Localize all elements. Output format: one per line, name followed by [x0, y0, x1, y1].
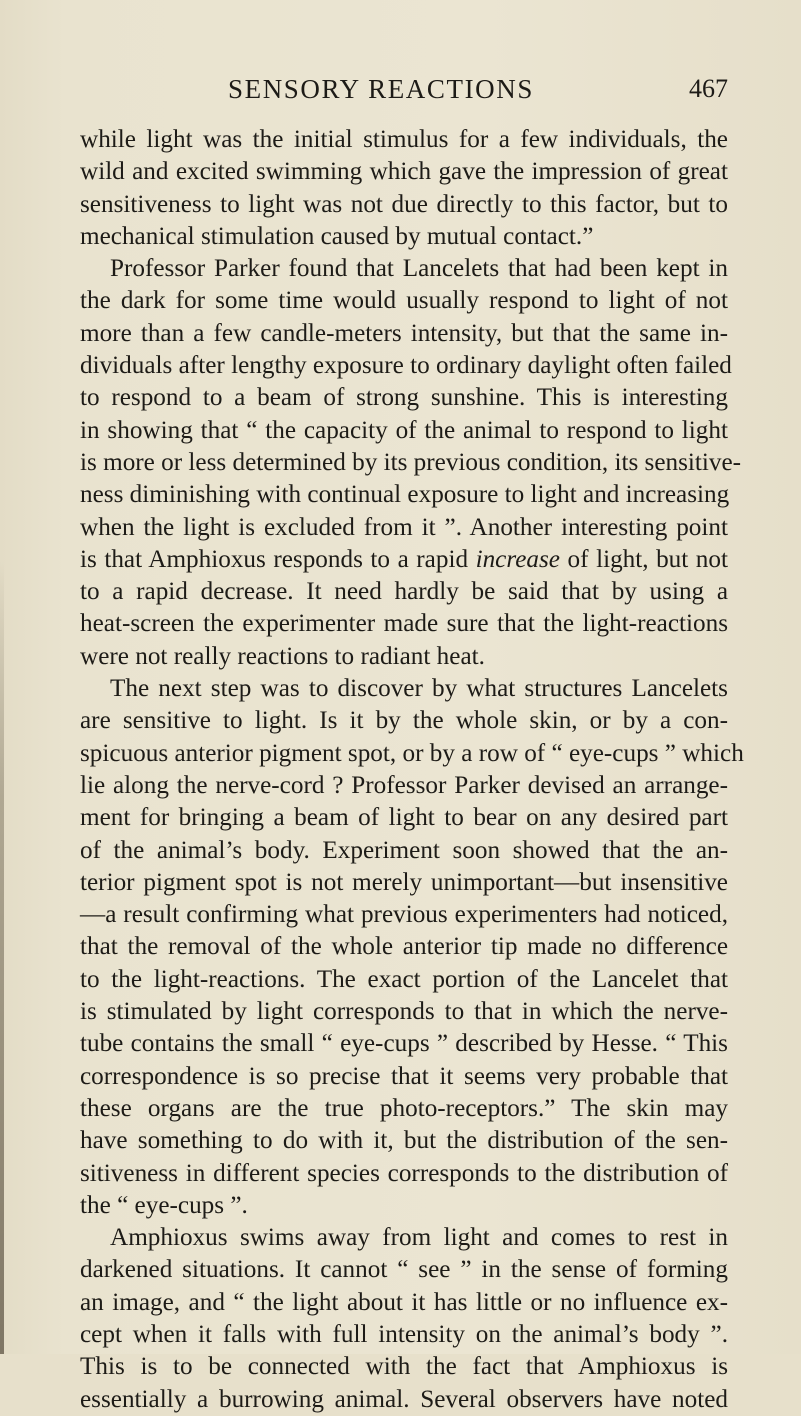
text-line: sitiveness in different species corresponds to the distribution of: [80, 1159, 728, 1187]
text-line: [80, 544, 728, 576]
text-line: the dark for some time would usually respond to light of not: [80, 287, 728, 315]
text-line: essentially a burrowing animal. Several observers have noted: [80, 1385, 728, 1413]
paragraph-start-line: The next step was to discover by what structures Lancelets: [110, 675, 728, 703]
text-line: —a result confirming what previous experimenters had noticed,: [80, 901, 728, 929]
text-line: is more or less determined by its previous condition, its sensitive-: [80, 448, 742, 476]
text-line: were not really reactions to radiant heat.: [80, 642, 485, 670]
page-edge-shadow: [0, 560, 4, 1354]
text-line: heat-screen the experimenter made sure that the light-reactions: [80, 610, 728, 638]
text-line: that the removal of the whole anterior tip made no difference: [80, 933, 728, 961]
text-line: ness diminishing with continual exposure to light and increasing: [80, 481, 730, 509]
text-line: while light was the initial stimulus for a few individuals, the: [80, 126, 728, 153]
text-segment: is that Amphioxus responds to a rapid: [80, 545, 469, 573]
paragraph-start-line: Amphioxus swims away from light and comes to rest in: [110, 1224, 728, 1252]
text-line: is stimulated by light corresponds to that in which the nerve-: [80, 998, 728, 1026]
page-number: 467: [689, 74, 728, 103]
text-line: dividuals after lengthy exposure to ordinary daylight often failed: [80, 352, 732, 380]
page-header: [80, 74, 728, 114]
body-text: [80, 124, 744, 1416]
text-line: wild and excited swimming which gave the impression of great: [80, 158, 728, 186]
text-line: darkened situations. It cannot “ see ” in the sense of forming: [80, 1256, 728, 1284]
text-segment: of light, but not: [567, 545, 728, 573]
text-line: mechanical stimulation caused by mutual contact.”: [80, 222, 594, 250]
text-line: lie along the nerve-cord ? Professor Parker devised an arrange-: [80, 771, 728, 799]
text-line: spicuous anterior pigment spot, or by a row of “ eye-cups ” which: [80, 739, 744, 767]
text-line: the “ eye-cups ”.: [80, 1191, 248, 1219]
text-line: of the animal’s body. Experiment soon showed that the an-: [80, 836, 728, 864]
running-head: SENSORY REACTIONS: [228, 74, 534, 104]
text-line: more than a few candle-meters intensity, but that the same in-: [80, 319, 728, 347]
text-line: are sensitive to light. Is it by the whole skin, or by a con-: [80, 707, 728, 735]
text-line: terior pigment spot is not merely unimportant—but insensitive: [80, 868, 728, 896]
text-line: these organs are the true photo-receptors.” The skin may: [80, 1094, 728, 1122]
text-line: to a rapid decrease. It need hardly be said that by using a: [80, 578, 728, 606]
text-line: to respond to a beam of strong sunshine. This is interesting: [80, 384, 728, 412]
text-line: tube contains the small “ eye-cups ” described by Hesse. “ This: [80, 1030, 728, 1058]
italic-emphasis: increase: [475, 545, 560, 573]
text-line: an image, and “ the light about it has little or no influence ex-: [80, 1288, 728, 1316]
text-line: correspondence is so precise that it seems very probable that: [80, 1062, 728, 1090]
text-line: sensitiveness to light was not due directly to this factor, but to: [80, 190, 728, 218]
text-line: This is to be connected with the fact that Amphioxus is: [80, 1353, 728, 1381]
text-line: cept when it falls with full intensity on the animal’s body ”.: [80, 1320, 728, 1348]
text-line: when the light is excluded from it ”. Another interesting point: [80, 513, 728, 541]
text-line: to the light-reactions. The exact portion of the Lancelet that: [80, 965, 728, 993]
text-line: in showing that “ the capacity of the animal to respond to light: [80, 416, 728, 444]
text-line: have something to do with it, but the distribution of the sen-: [80, 1127, 728, 1155]
paragraph-start-line: Professor Parker found that Lancelets that had been kept in: [110, 255, 728, 283]
text-line: ment for bringing a beam of light to bear on any desired part: [80, 804, 728, 832]
